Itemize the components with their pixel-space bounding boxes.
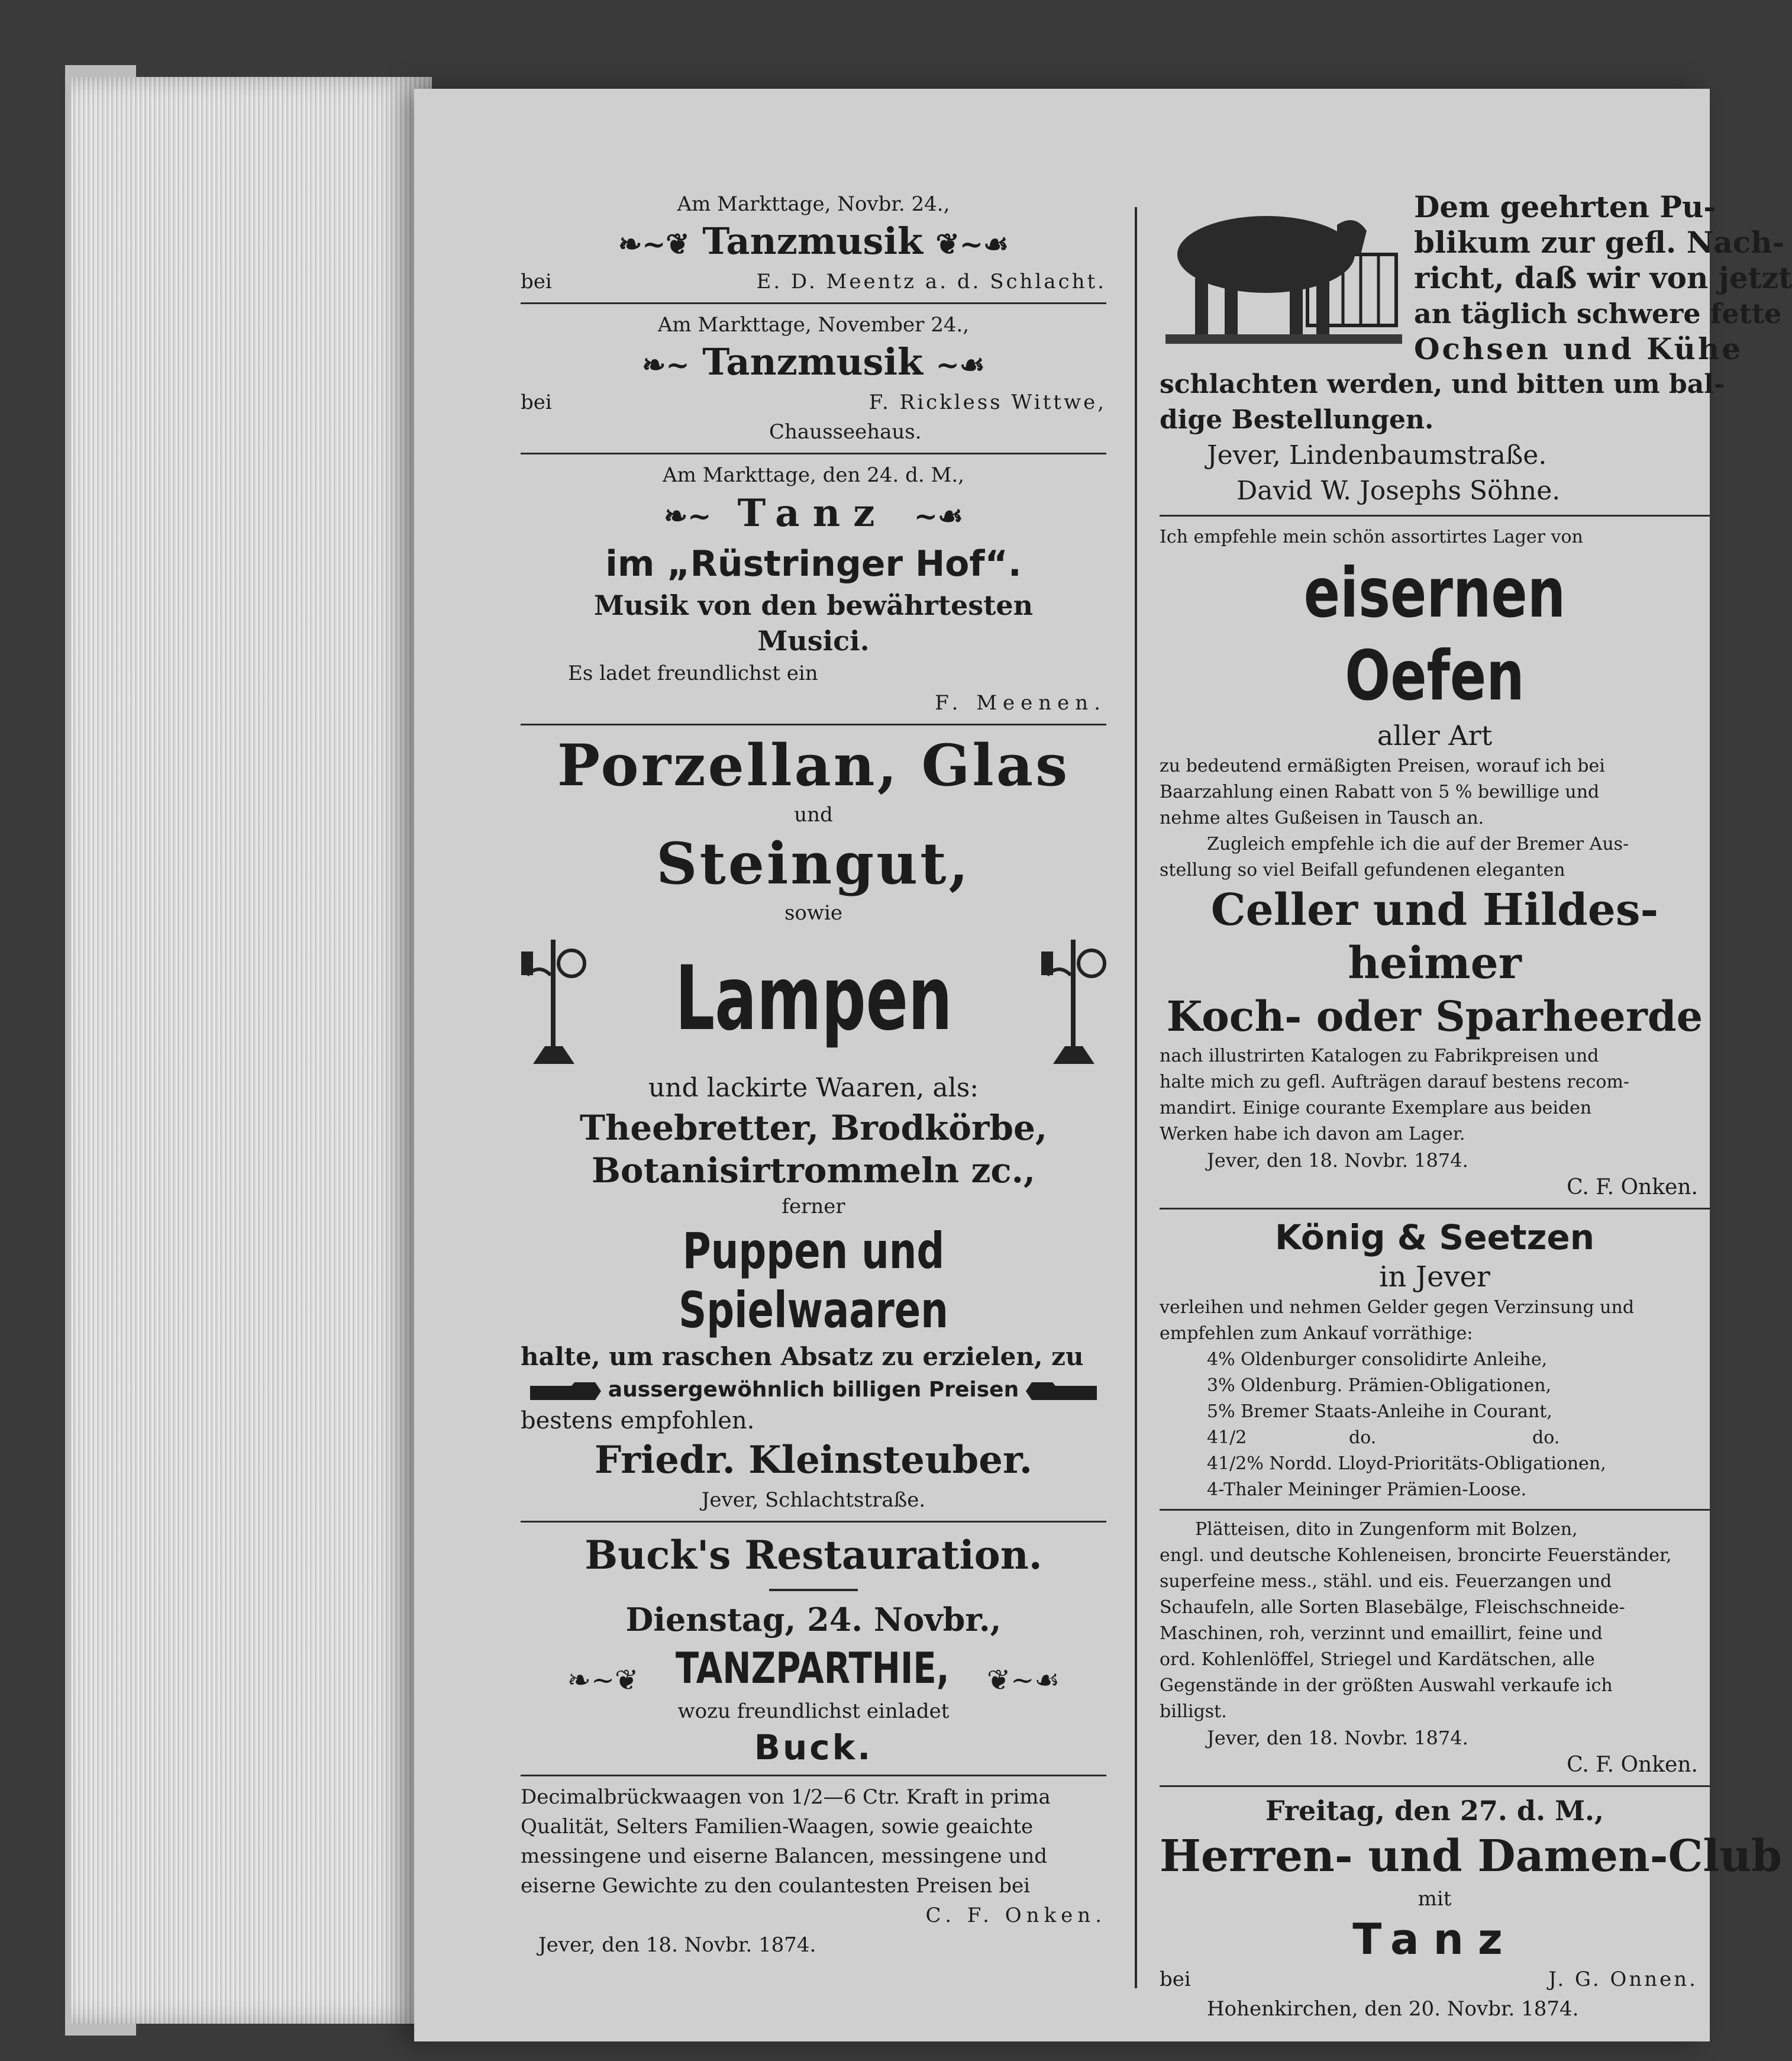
divider: [1160, 1208, 1710, 1209]
ad-title: Porzellan, Glas: [557, 731, 1070, 799]
ad-text: mit: [1418, 1887, 1452, 1911]
ad-invite: wozu freundlichst einladet: [677, 1699, 950, 1723]
ad-host: Buck.: [754, 1727, 873, 1768]
ad-text: und: [794, 802, 833, 827]
ad-host-place: Chausseehaus.: [769, 420, 922, 444]
ad-text: messingene und eiserne Balancen, messingene und: [521, 1844, 1048, 1868]
divider: [1160, 1509, 1710, 1511]
ad-onken-waagen: [521, 1782, 1106, 1960]
ad-josephs-schlachterei: [1160, 189, 1792, 509]
ad-text: Theebretter, Brodkörbe,: [579, 1107, 1048, 1148]
ad-title: König & Seetzen: [1275, 1217, 1594, 1257]
ad-text: Ich empfehle mein schön assortirtes Lager von: [1160, 527, 1583, 547]
ad-list-item: [1160, 1425, 1710, 1451]
ad-title: heimer: [1348, 938, 1522, 989]
ad-text: richt, daß wir von jetzt: [1414, 260, 1792, 295]
lamp-icon: [515, 928, 592, 1070]
ad-text: empfehlen zum Ankauf vorräthige:: [1160, 1323, 1473, 1344]
ad-text: Musici.: [757, 624, 870, 657]
ad-list-item: 4-Thaler Meininger Prämien-Loose.: [1207, 1479, 1527, 1500]
ornament-left-icon: ❧~: [663, 499, 712, 533]
ad-title: Herren- und Damen-Club: [1160, 1831, 1783, 1882]
ad-text: nehme altes Gußeisen in Tausch an.: [1160, 808, 1484, 828]
ad-text: billigst.: [1160, 1701, 1227, 1722]
ad-text: nach illustrirten Katalogen zu Fabrikpreisen und: [1160, 1046, 1599, 1066]
ad-text: Werken habe ich davon am Lager.: [1160, 1124, 1465, 1144]
ad-text: Plätteisen, dito in Zungenform mit Bolzen,: [1195, 1519, 1578, 1540]
ad-text: eiserne Gewichte zu den coulantesten Preisen bei: [521, 1874, 1030, 1898]
ad-text: dige Bestellungen.: [1160, 405, 1434, 435]
column-divider: [1135, 207, 1137, 1988]
ad-text: Zugleich empfehle ich die auf der Bremer Aus-: [1207, 834, 1629, 854]
ad-title: eisernen Oefen: [1303, 553, 1566, 716]
ad-text: Qualität, Selters Familien-Waagen, sowie geaichte: [521, 1815, 1034, 1839]
ad-text: Dem geehrten Pu-: [1414, 189, 1716, 224]
ornament-right-icon: ❦~☙: [986, 1663, 1060, 1696]
bei-label: bei: [1160, 1968, 1191, 1991]
ad-title: Tanzmusik: [702, 220, 923, 263]
ad-text: Baarzahlung einen Rabatt von 5 % bewillige und: [1160, 782, 1600, 802]
ad-subtitle: in Jever: [1379, 1260, 1490, 1294]
ornament-left-icon: ❧~: [642, 349, 690, 382]
ad-title: Steingut,: [656, 830, 971, 897]
ad-text: blikum zur gefl. Nach-: [1414, 225, 1785, 260]
ad-place-date: Hohenkirchen, den 20. Novbr. 1874.: [1207, 1997, 1579, 2021]
ad-date-line: Am Markttage, den 24. d. M.,: [663, 463, 964, 487]
ornament-right-icon: ❦~☙: [935, 228, 1009, 261]
ox-illustration-icon: [1160, 189, 1408, 349]
ad-signature: C. F. Onken.: [925, 1904, 1106, 1927]
divider: [521, 1775, 1106, 1776]
ad-signature: David W. Josephs Söhne.: [1236, 476, 1561, 506]
ad-title: Koch- oder Sparheerde: [1166, 992, 1703, 1041]
ad-tanzmusik-meentz: [521, 189, 1106, 296]
divider: [521, 302, 1106, 304]
ad-text: und lackirte Waaren, als:: [648, 1072, 979, 1103]
ad-text: schlachten werden, und bitten um bal-: [1160, 369, 1725, 399]
newspaper-page: [414, 89, 1792, 2041]
ad-title: Tanz: [1352, 1914, 1517, 1964]
ad-venue: im „Rüstringer Hof“.: [605, 543, 1022, 585]
ad-onken-oefen: [1160, 522, 1710, 1202]
ad-text: Gegenstände in der größten Auswahl verkaufe ich: [1160, 1675, 1613, 1696]
ad-date-line: Jever, den 18. Novbr. 1874.: [1207, 1727, 1468, 1749]
ad-date-line: Jever, den 18. Novbr. 1874.: [1207, 1149, 1468, 1172]
ad-signature: C. F. Onken.: [1567, 1753, 1698, 1777]
ad-herren-damen-club: [1160, 1793, 1783, 2024]
ad-text: Ochsen und Kühe: [1414, 331, 1743, 366]
ad-text: ord. Kohlenlöffel, Striegel und Kardätschen, alle: [1160, 1649, 1595, 1670]
ad-text: Maschinen, roh, verzinnt und emaillirt, feine und: [1160, 1623, 1603, 1644]
ad-event: TANZPARTHIE,: [676, 1643, 950, 1693]
ad-subtitle: aller Art: [1377, 720, 1493, 751]
ad-text: ferner: [782, 1194, 845, 1218]
book-page-edges: [71, 77, 432, 2024]
ad-tanzmusik-rickless: [521, 310, 1106, 447]
ad-text: superfeine mess., stähl. und eis. Feuerzangen und: [1160, 1571, 1612, 1592]
ad-koenig-seetzen: [1160, 1215, 1710, 1503]
divider: [1160, 515, 1710, 517]
ad-text: bestens empfohlen.: [521, 1407, 755, 1434]
ad-text: verleihen und nehmen Gelder gegen Verzinsung und: [1160, 1297, 1635, 1318]
ad-text: Decimalbrückwaagen von 1/2—6 Ctr. Kraft in prima: [521, 1785, 1051, 1809]
ad-price-line: aussergewöhnlich billigen Preisen: [608, 1377, 1019, 1402]
ad-text: an täglich schwere fette: [1414, 298, 1782, 330]
ad-text: engl. und deutsche Kohleneisen, broncirte Feuerständer,: [1160, 1545, 1672, 1566]
ad-date-line: Dienstag, 24. Novbr.,: [625, 1600, 1002, 1639]
ad-title: Tanzmusik: [702, 340, 923, 383]
ad-host: J. G. Onnen.: [1548, 1968, 1698, 1991]
pointing-hand-right-icon: [530, 1381, 601, 1401]
ad-host: F. Meenen.: [935, 691, 1106, 715]
ad-title: Celler und Hildes-: [1210, 885, 1659, 936]
bei-label: bei: [521, 270, 552, 293]
ad-date-line: Freitag, den 27. d. M.,: [1265, 1795, 1604, 1827]
ad-list-item: 5% Bremer Staats-Anleihe in Courant,: [1207, 1401, 1552, 1422]
divider-short: [769, 1589, 858, 1591]
divider: [1160, 1785, 1710, 1787]
ad-list-ditto: do.: [1532, 1427, 1560, 1448]
ad-list-item: 3% Oldenburg. Prämien-Obligationen,: [1207, 1375, 1552, 1396]
right-column: [1160, 189, 1792, 2024]
ad-address: Jever, Lindenbaumstraße.: [1207, 440, 1547, 470]
ornament-right-icon: ~☙: [935, 349, 985, 382]
ad-date-line: Am Markttage, November 24.,: [657, 313, 970, 337]
ad-list-rate: 41/2: [1207, 1427, 1247, 1448]
ad-host: F. Rickless Wittwe,: [868, 391, 1106, 414]
ad-onken-eisenwaren: [1160, 1517, 1710, 1779]
ad-text: halte, um raschen Absatz zu erzielen, zu: [521, 1341, 1084, 1371]
divider: [521, 1521, 1106, 1523]
ad-text: mandirt. Einige courante Exemplare aus beiden: [1160, 1098, 1592, 1118]
ad-text: Botanisirtrommeln zc.,: [591, 1150, 1036, 1191]
ad-title: Buck's Restauration.: [585, 1531, 1042, 1578]
pointing-hand-left-icon: [1026, 1381, 1097, 1401]
ad-invite: Es ladet freundlichst ein: [568, 661, 818, 685]
bei-label: bei: [521, 391, 552, 414]
ad-list-item: 4% Oldenburger consolidirte Anleihe,: [1207, 1349, 1548, 1370]
left-column: [521, 189, 1106, 1960]
ad-text: stellung so viel Beifall gefundenen eleganten: [1160, 860, 1565, 880]
ad-title: Tanz: [737, 491, 888, 536]
ad-text: Musik von den bewährtesten: [593, 589, 1034, 621]
ad-kleinsteuber: [521, 731, 1106, 1515]
ad-text: sowie: [784, 901, 842, 925]
ad-date-line: Jever, den 18. Novbr. 1874.: [538, 1933, 816, 1957]
ad-signature: Friedr. Kleinsteuber.: [594, 1437, 1033, 1482]
ad-text: zu bedeutend ermäßigten Preisen, worauf ich bei: [1160, 756, 1605, 776]
ad-list-ditto: do.: [1349, 1427, 1377, 1448]
ornament-right-icon: ~☙: [913, 499, 964, 533]
lamp-icon: [1035, 928, 1112, 1070]
ad-title: Puppen und Spielwaaren: [679, 1221, 948, 1339]
divider: [521, 453, 1106, 454]
ad-list-item: 41/2% Nordd. Lloyd-Prioritäts-Obligationen,: [1207, 1453, 1606, 1474]
ad-text: halte mich zu gefl. Aufträgen darauf bestens recom-: [1160, 1072, 1629, 1092]
ad-title-lampen: Lampen: [674, 947, 952, 1050]
ad-address: Jever, Schlachtstraße.: [701, 1488, 926, 1512]
ad-tanz-ruestringer: [521, 460, 1106, 718]
divider: [521, 724, 1106, 725]
ad-bucks-restauration: [521, 1528, 1106, 1769]
ad-text: Schaufeln, alle Sorten Blasebälge, Fleischschneide-: [1160, 1597, 1625, 1618]
ornament-left-icon: ❧~❦: [567, 1663, 639, 1696]
ad-date-line: Am Markttage, Novbr. 24.,: [677, 192, 950, 216]
ad-signature: C. F. Onken.: [1567, 1175, 1698, 1199]
ornament-left-icon: ❧~❦: [618, 228, 690, 261]
ad-host: E. D. Meentz a. d. Schlacht.: [756, 270, 1106, 293]
